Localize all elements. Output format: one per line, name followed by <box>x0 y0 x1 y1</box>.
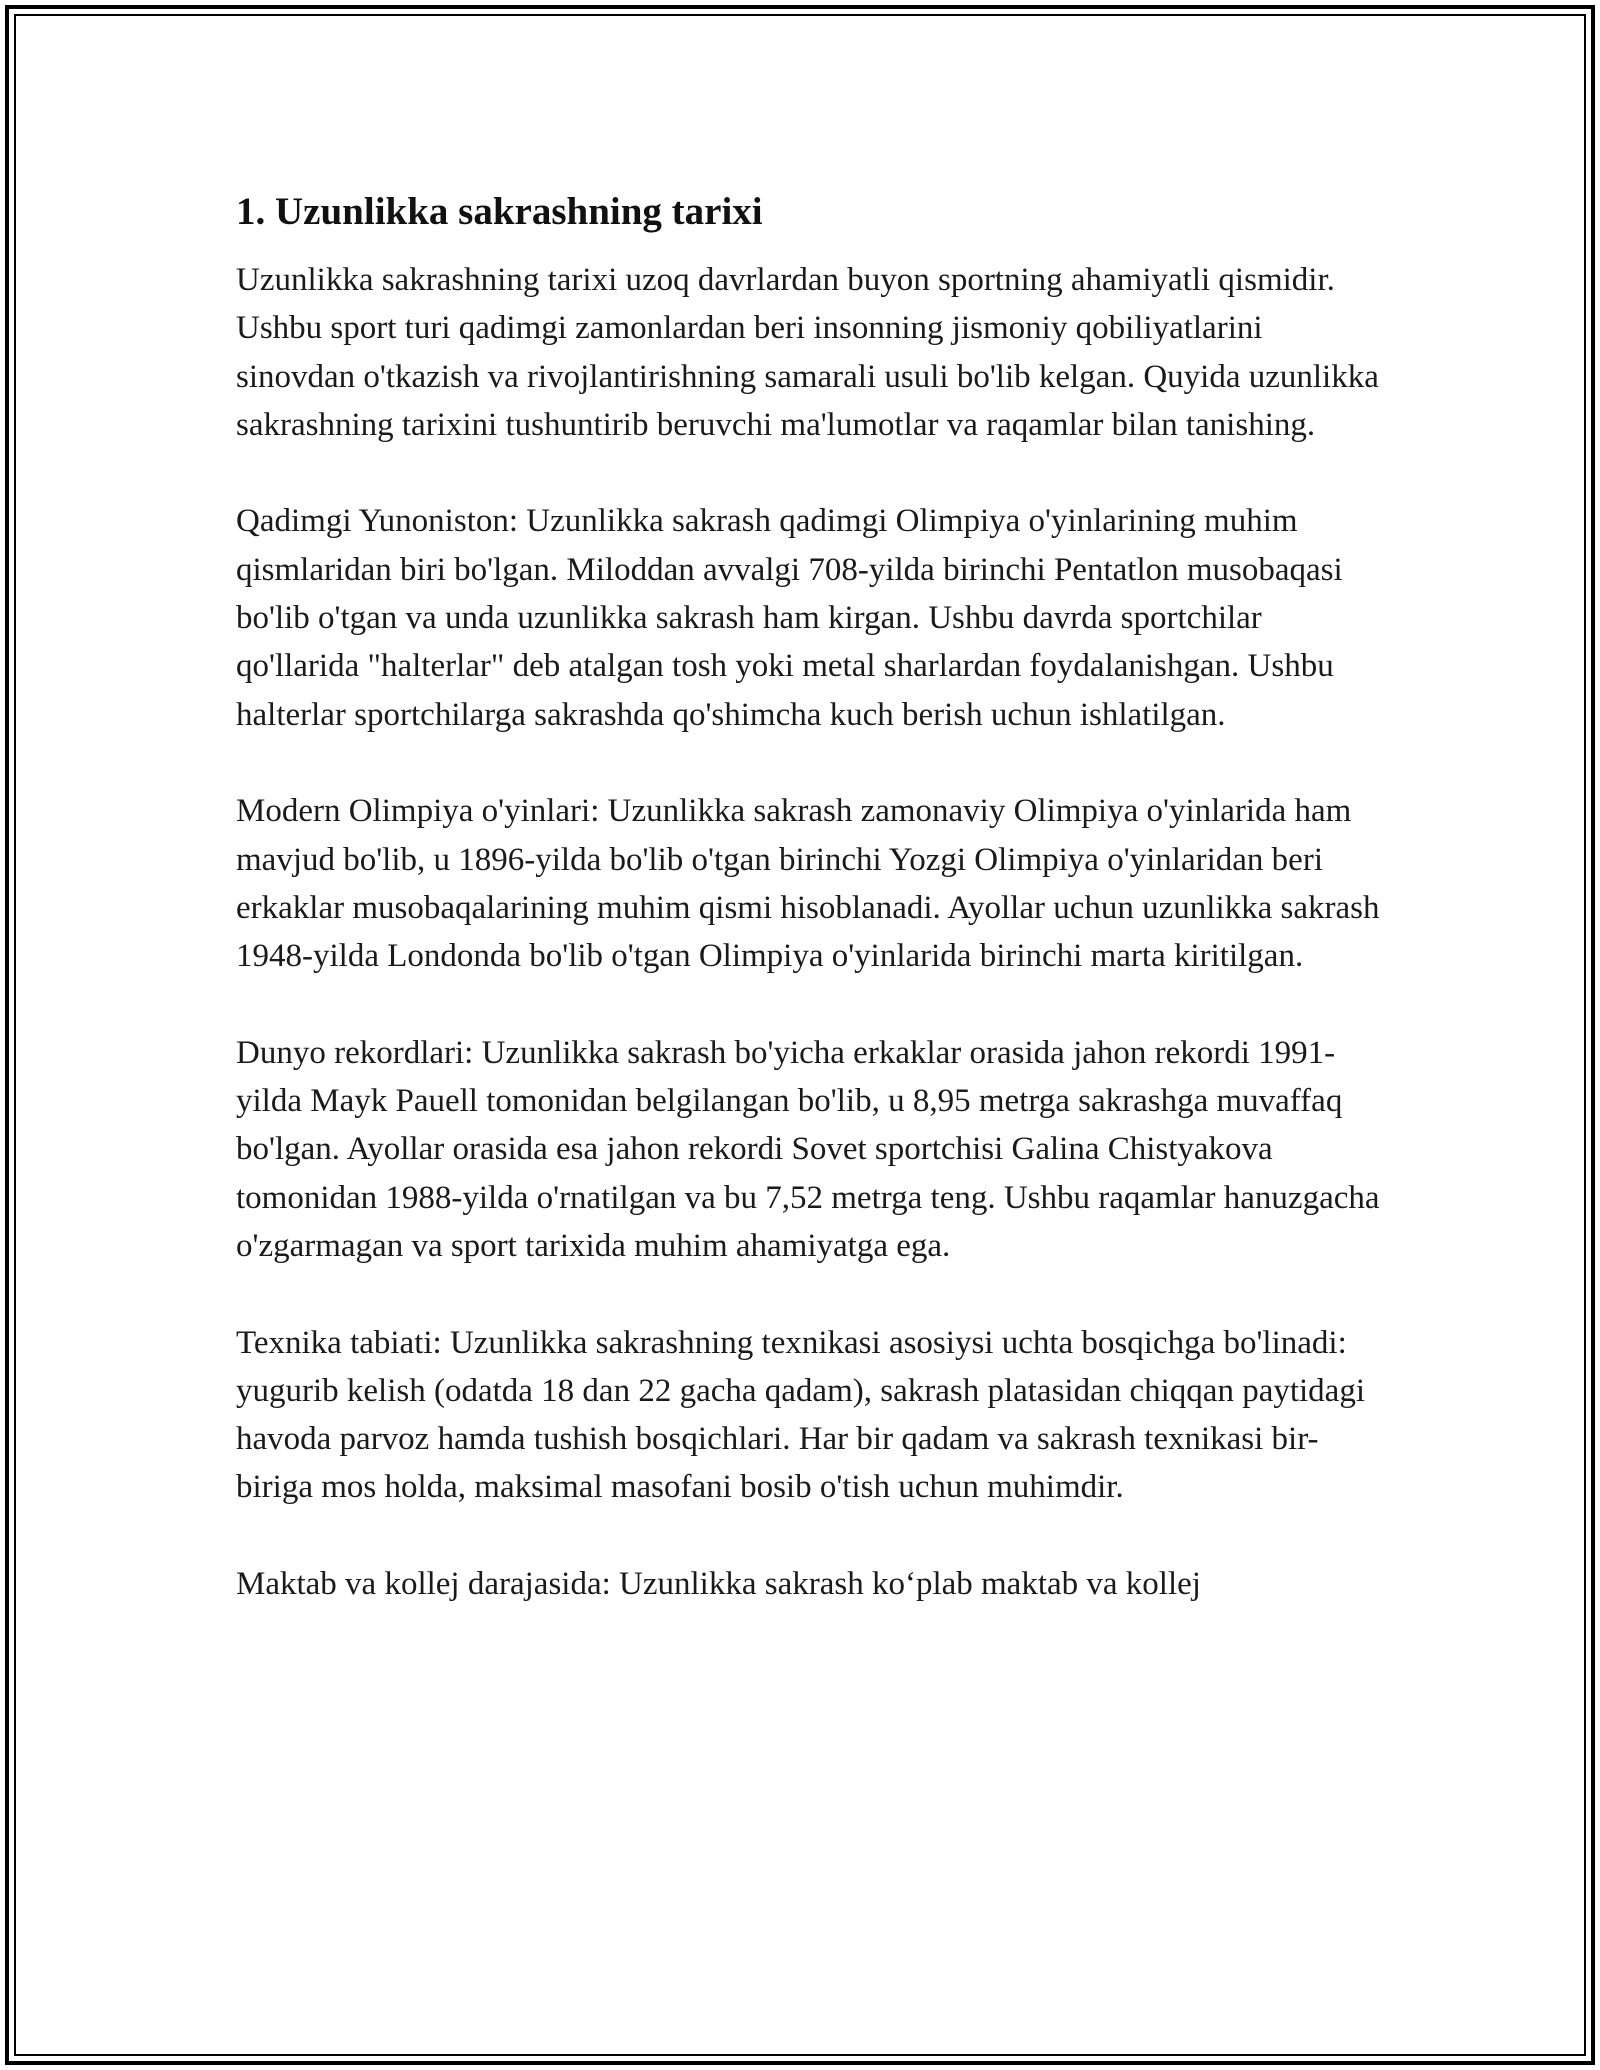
paragraph-school-college: Maktab va kollej darajasida: Uzunlikka sakrash koʻplab maktab va kollej <box>236 1566 1201 1603</box>
paragraph-ancient-greece: Qadimgi Yunoniston: Uzunlikka sakrash qadimgi Olimpiya o'yinlarining muhim qismlaridan biri bo'lgan. Miloddan avvalgi 708-yilda birinchi Pentatlon musobaqasi bo'lib o'tgan va unda uzunlikka sakrash ham kirgan. Ushbu davrda sportchilar qo'llarida "halterlar" deb atalgan tosh yoki metal sharlardan foydalanishgan. Ushbu halterlar sportchilarga sakrashda qo'shimcha kuch berish uchun ishlatilgan. <box>236 503 1343 733</box>
paragraph-modern-olympics: Modern Olimpiya o'yinlari: Uzunlikka sakrash zamonaviy Olimpiya o'yinlarida ham mavjud bo'lib, u 1896-yilda bo'lib o'tgan birinchi Yozgi Olimpiya o'yinlaridan beri erkaklar musobaqalarining muhim qismi hisoblanadi. Ayollar uchun uzunlikka sakrash 1948-yilda Londonda bo'lib o'tgan Olimpiya o'yinlarida birinchi marta kiritilgan. <box>236 793 1380 975</box>
paragraph-world-records: Dunyo rekordlari: Uzunlikka sakrash bo'yicha erkaklar orasida jahon rekordi 1991-yilda Mayk Pauell tomonidan belgilangan bo'lib, u 8,95 metrga sakrashga muvaffaq bo'lgan. Ayollar orasida esa jahon rekordi Sovet sportchisi Galina Chistyakova tomonidan 1988-yilda o'rnatilgan va bu 7,52 metrga teng. Ushbu raqamlar hanuzgacha o'zgarmagan va sport tarixida muhim ahamiyatga ega. <box>236 1034 1380 1264</box>
paragraph-technique: Texnika tabiati: Uzunlikka sakrashning texnikasi asosiysi uchta bosqichga bo'linadi: yugurib kelish (odatda 18 dan 22 gacha qadam), sakrash platasidan chiqqan paytidagi havoda parvoz hamda tushish bosqichlari. Har bir qadam va sakrash texnikasi bir-biriga mos holda, maksimal masofani bosib o'tish uchun muhimdir. <box>236 1324 1365 1506</box>
document-body <box>236 186 1386 1657</box>
section-heading: 1. Uzunlikka sakrashning tarixi <box>236 190 763 233</box>
paragraph-intro: Uzunlikka sakrashning tarixi uzoq davrlardan buyon sportning ahamiyatli qismidir. Ushbu sport turi qadimgi zamonlardan beri insonning jismoniy qobiliyatlarini sinovdan o'tkazish va rivojlantirishning samarali usuli bo'lib kelgan. Quyida uzunlikka sakrashning tarixini tushuntirib beruvchi ma'lumotlar va raqamlar bilan tanishing. <box>236 262 1379 443</box>
